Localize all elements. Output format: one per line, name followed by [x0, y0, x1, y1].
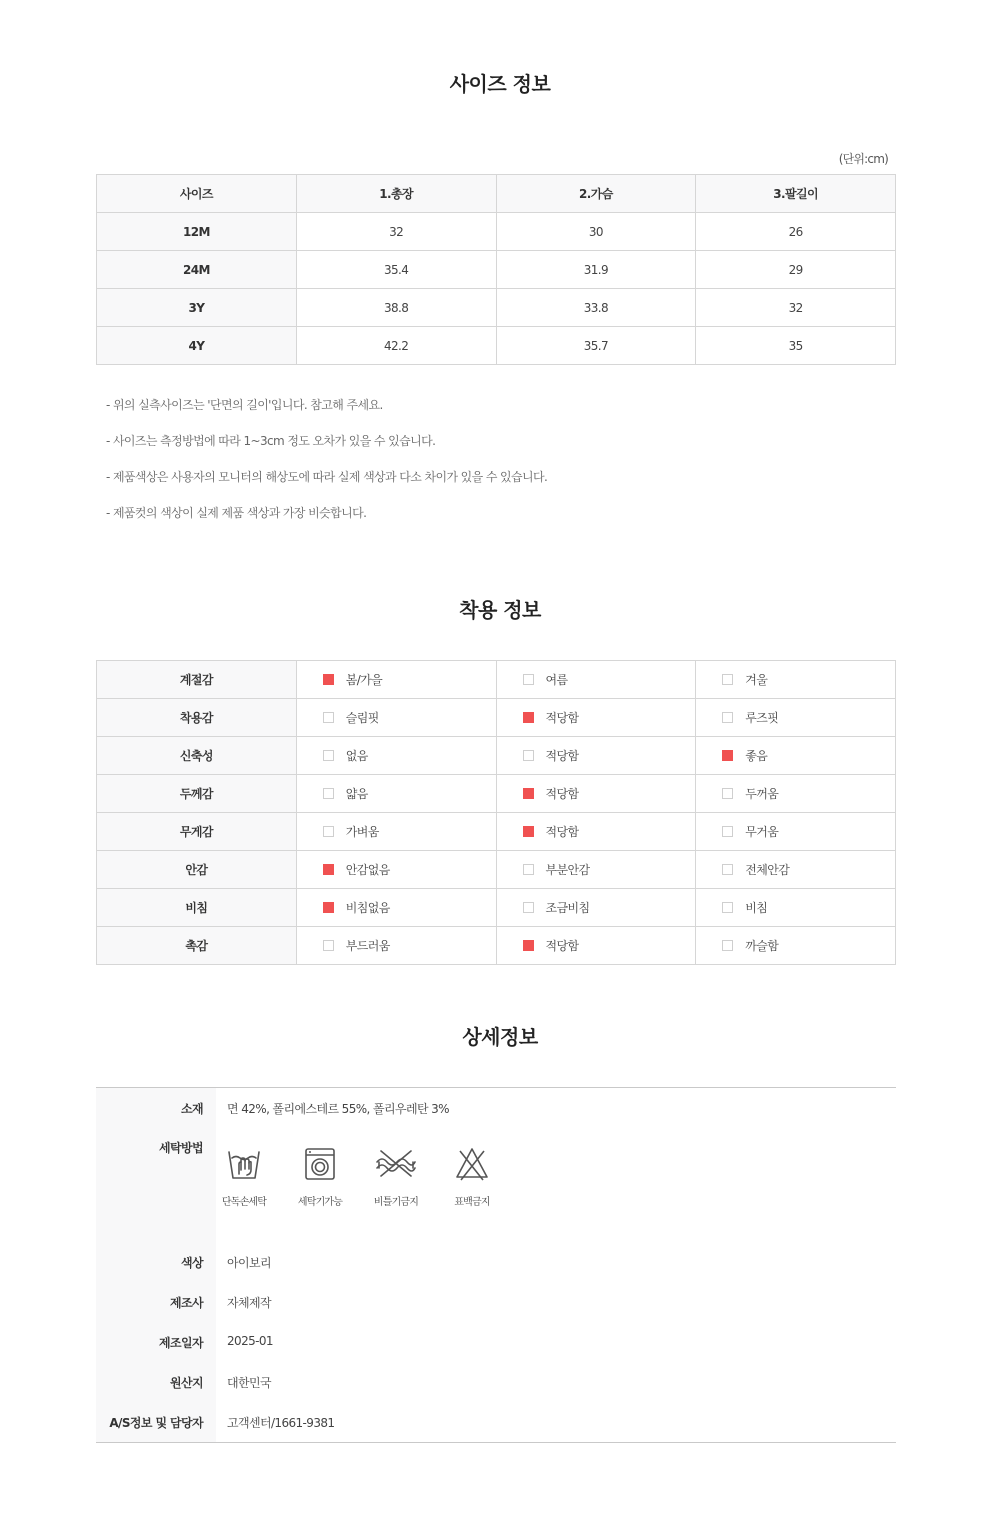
wear-option-cell [296, 737, 496, 775]
size-cell: 26 [696, 213, 896, 251]
checked-box-icon [323, 674, 334, 685]
wear-option [323, 861, 390, 878]
unchecked-box-icon [722, 674, 733, 685]
detail-row-material [96, 1100, 896, 1120]
wear-option-label: 봄/가을 [345, 673, 383, 687]
unchecked-box-icon [323, 750, 334, 761]
wear-option-cell [696, 927, 896, 965]
size-note: - 제품컷의 색상이 실제 제품 색상과 가장 비슷합니다. [106, 506, 367, 520]
wear-option [523, 823, 579, 840]
size-section-title: 사이즈 정보 [449, 72, 551, 96]
wear-option-label: 부드러움 [345, 939, 390, 953]
checked-box-icon [722, 750, 733, 761]
detail-value: 자체제작 [227, 1296, 271, 1310]
checked-box-icon [323, 902, 334, 913]
size-table-header [97, 175, 896, 213]
wear-option-label: 비침없음 [345, 901, 390, 915]
wear-row-label: 계절감 [97, 661, 297, 699]
unchecked-box-icon [323, 826, 334, 837]
size-header-cell: 3.팔길이 [696, 175, 896, 213]
detail-label: A/S정보 및 담당자 [109, 1416, 203, 1430]
unchecked-box-icon [523, 864, 534, 875]
wear-row [97, 699, 896, 737]
wear-table [96, 660, 896, 965]
wear-option-cell [296, 813, 496, 851]
wear-row [97, 851, 896, 889]
size-cell: 30 [496, 213, 696, 251]
detail-section-title: 상세정보 [462, 1025, 538, 1049]
wear-option-label: 좋음 [745, 749, 768, 763]
wear-option-cell [296, 889, 496, 927]
wear-option [722, 671, 767, 688]
wear-row-label: 두께감 [97, 775, 297, 813]
wear-option [523, 899, 590, 916]
wear-option-cell [296, 851, 496, 889]
detail-label: 소재 [181, 1102, 203, 1116]
size-cell: 38.8 [296, 289, 496, 327]
wear-option [323, 709, 379, 726]
detail-row [96, 1294, 896, 1314]
wear-option-label: 적당함 [545, 787, 579, 801]
size-cell: 35 [696, 327, 896, 365]
wash-label: 단독손세탁 [221, 1197, 267, 1208]
detail-row [96, 1254, 896, 1274]
wash-label: 세탁기가능 [297, 1197, 343, 1208]
wear-option [722, 709, 778, 726]
wear-option [523, 671, 568, 688]
checked-box-icon [523, 940, 534, 951]
wear-option-cell [696, 661, 896, 699]
detail-row [96, 1414, 896, 1434]
detail-table [96, 1087, 896, 1443]
checked-box-icon [323, 864, 334, 875]
size-cell: 33.8 [496, 289, 696, 327]
unchecked-box-icon [523, 750, 534, 761]
wear-option [323, 747, 368, 764]
wear-row-label: 비침 [97, 889, 297, 927]
detail-value: 고객센터/1661-9381 [227, 1416, 335, 1430]
wear-option-label: 가벼움 [345, 825, 379, 839]
wear-option [523, 747, 579, 764]
detail-value: 대한민국 [227, 1376, 271, 1390]
wear-option [323, 899, 390, 916]
wear-row [97, 661, 896, 699]
size-cell: 29 [696, 251, 896, 289]
wash-item [437, 1146, 507, 1208]
wear-option [722, 861, 789, 878]
wear-option-cell [296, 775, 496, 813]
unchecked-box-icon [323, 940, 334, 951]
detail-value: 면 42%, 폴리에스테르 55%, 폴리우레탄 3% [227, 1102, 449, 1116]
size-cell: 35.7 [496, 327, 696, 365]
hand-wash-icon [226, 1146, 262, 1182]
unchecked-box-icon [722, 712, 733, 723]
wear-option-label: 조금비침 [545, 901, 590, 915]
wear-row [97, 813, 896, 851]
wear-option-cell [496, 775, 696, 813]
size-notes [106, 396, 547, 540]
wear-option [722, 823, 778, 840]
wear-option-label: 무거움 [745, 825, 779, 839]
wear-option-label: 적당함 [545, 749, 579, 763]
wear-row-label: 촉감 [97, 927, 297, 965]
wear-option-label: 여름 [545, 673, 568, 687]
detail-label: 제조일자 [159, 1336, 203, 1350]
no-wring-icon [374, 1146, 418, 1182]
wash-label: 비틀기금지 [373, 1197, 419, 1208]
size-row [97, 327, 896, 365]
wear-option-label: 비침 [745, 901, 768, 915]
size-row [97, 289, 896, 327]
wear-option [323, 785, 368, 802]
size-cell: 35.4 [296, 251, 496, 289]
washing-machine-icon [302, 1146, 338, 1182]
wear-option-cell [696, 775, 896, 813]
wear-option [722, 785, 778, 802]
unchecked-box-icon [523, 902, 534, 913]
size-unit-label: (단위:cm) [838, 152, 888, 166]
wear-option-cell [696, 813, 896, 851]
detail-row [96, 1334, 896, 1354]
wear-option-label: 얇음 [345, 787, 368, 801]
wash-icons [221, 1146, 547, 1216]
unchecked-box-icon [323, 788, 334, 799]
wear-option-label: 루즈핏 [745, 711, 779, 725]
unchecked-box-icon [722, 940, 733, 951]
wear-option-label: 없음 [345, 749, 368, 763]
detail-label: 제조사 [170, 1296, 203, 1310]
wear-option-cell [496, 851, 696, 889]
wear-option-cell [496, 661, 696, 699]
wear-option-cell [696, 737, 896, 775]
no-bleach-icon [454, 1146, 490, 1182]
wear-option [523, 785, 579, 802]
size-row-label: 3Y [97, 289, 297, 327]
size-note: - 제품색상은 사용자의 모니터의 해상도에 따라 실제 색상과 다소 차이가 있을 수 있습니다. [106, 470, 548, 484]
wash-item [285, 1146, 355, 1208]
unchecked-box-icon [523, 674, 534, 685]
size-note: - 위의 실측사이즈는 '단면의 길이'입니다. 참고해 주세요. [106, 398, 383, 412]
wear-option-label: 전체안감 [745, 863, 790, 877]
wear-option [523, 937, 579, 954]
size-row [97, 251, 896, 289]
detail-row [96, 1374, 896, 1394]
wear-option-cell [696, 889, 896, 927]
wear-option-label: 적당함 [545, 939, 579, 953]
size-cell: 31.9 [496, 251, 696, 289]
detail-value: 2025-01 [227, 1334, 273, 1348]
wear-option-label: 적당함 [545, 711, 579, 725]
wear-option-cell [496, 737, 696, 775]
wear-row-label: 안감 [97, 851, 297, 889]
wear-option-label: 겨울 [745, 673, 768, 687]
wear-option-cell [296, 699, 496, 737]
size-row-label: 24M [97, 251, 297, 289]
wear-option-cell [696, 851, 896, 889]
wear-option [523, 709, 579, 726]
unchecked-box-icon [722, 864, 733, 875]
checked-box-icon [523, 788, 534, 799]
size-cell: 32 [696, 289, 896, 327]
size-row-label: 12M [97, 213, 297, 251]
wear-option-label: 부분안감 [545, 863, 590, 877]
wash-label: 표백금지 [454, 1197, 490, 1208]
wear-option [722, 747, 767, 764]
unchecked-box-icon [722, 826, 733, 837]
wear-option [722, 899, 767, 916]
wear-row [97, 927, 896, 965]
wear-option-cell [496, 813, 696, 851]
detail-value: 아이보리 [227, 1256, 271, 1270]
wear-option-cell [496, 927, 696, 965]
wear-option-label: 안감없음 [345, 863, 390, 877]
size-note: - 사이즈는 측정방법에 따라 1~3cm 정도 오차가 있을 수 있습니다. [106, 434, 436, 448]
detail-label: 원산지 [170, 1376, 203, 1390]
wear-option [323, 823, 379, 840]
size-row-label: 4Y [97, 327, 297, 365]
size-header-cell: 사이즈 [97, 175, 297, 213]
unchecked-box-icon [323, 712, 334, 723]
wear-option-cell [696, 699, 896, 737]
size-table [96, 174, 896, 365]
wear-section-title: 착용 정보 [459, 598, 541, 622]
wear-option-cell [296, 927, 496, 965]
checked-box-icon [523, 826, 534, 837]
unchecked-box-icon [722, 788, 733, 799]
wear-option-cell [496, 889, 696, 927]
wear-row [97, 889, 896, 927]
wear-option-cell [296, 661, 496, 699]
size-cell: 32 [296, 213, 496, 251]
detail-label: 세탁방법 [159, 1141, 203, 1155]
wear-option-label: 적당함 [545, 825, 579, 839]
wash-item [361, 1146, 431, 1208]
unchecked-box-icon [722, 902, 733, 913]
wear-option-cell [496, 699, 696, 737]
wear-option-label: 슬림핏 [345, 711, 379, 725]
wear-row [97, 775, 896, 813]
wear-row-label: 착용감 [97, 699, 297, 737]
wear-option-label: 까슬함 [745, 939, 779, 953]
detail-label: 색상 [181, 1256, 203, 1270]
size-row [97, 213, 896, 251]
checked-box-icon [523, 712, 534, 723]
wear-row-label: 무게감 [97, 813, 297, 851]
wear-row [97, 737, 896, 775]
wear-option [323, 937, 390, 954]
wear-option [722, 937, 778, 954]
wash-item [209, 1146, 279, 1208]
size-cell: 42.2 [296, 327, 496, 365]
wear-option-label: 두꺼움 [745, 787, 779, 801]
wear-row-label: 신축성 [97, 737, 297, 775]
size-header-cell: 1.총장 [296, 175, 496, 213]
wear-option [323, 671, 382, 688]
size-header-cell: 2.가슴 [496, 175, 696, 213]
wear-option [523, 861, 590, 878]
